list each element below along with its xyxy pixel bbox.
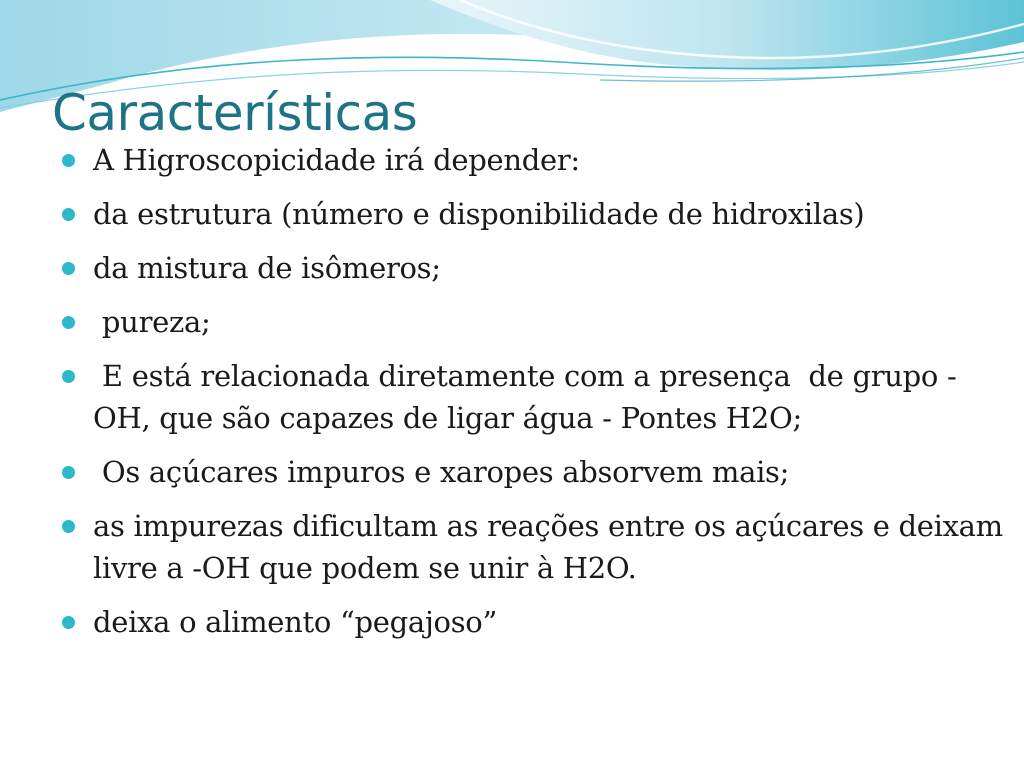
- bullet-text: Os açúcares impuros e xaropes absorvem mais;: [93, 455, 790, 489]
- bullet-text: pureza;: [93, 305, 211, 339]
- bullet-dot-icon: [62, 316, 75, 329]
- bullet-item: [62, 505, 1012, 589]
- bullet-item: [62, 451, 1012, 493]
- bullet-dot-icon: [62, 154, 75, 167]
- bullet-dot-icon: [62, 262, 75, 275]
- bullet-text: E está relacionada diretamente com a presença de grupo -OH, que são capazes de ligar água - Pontes H2O;: [93, 359, 957, 435]
- bullet-dot-icon: [62, 520, 75, 533]
- bullet-item: [62, 247, 1012, 289]
- bullet-dot-icon: [62, 616, 75, 629]
- bullet-text: deixa o alimento “pegajoso”: [93, 605, 497, 639]
- bullet-text: da estrutura (número e disponibilidade de hidroxilas): [93, 197, 865, 231]
- bullet-dot-icon: [62, 466, 75, 479]
- bullet-item: [62, 301, 1012, 343]
- bullet-item: [62, 355, 1012, 439]
- slide-title: Características: [52, 84, 418, 142]
- bullet-dot-icon: [62, 208, 75, 221]
- bullet-dot-icon: [62, 370, 75, 383]
- bullet-item: [62, 193, 1012, 235]
- bullet-item: [62, 139, 1012, 181]
- bullet-list: [62, 139, 1012, 655]
- bullet-item: [62, 601, 1012, 643]
- bullet-text: as impurezas dificultam as reações entre os açúcares e deixam livre a -OH que podem se unir à H2O.: [93, 509, 1012, 585]
- bullet-text: A Higroscopicidade irá depender:: [93, 143, 580, 177]
- bullet-text: da mistura de isômeros;: [93, 251, 441, 285]
